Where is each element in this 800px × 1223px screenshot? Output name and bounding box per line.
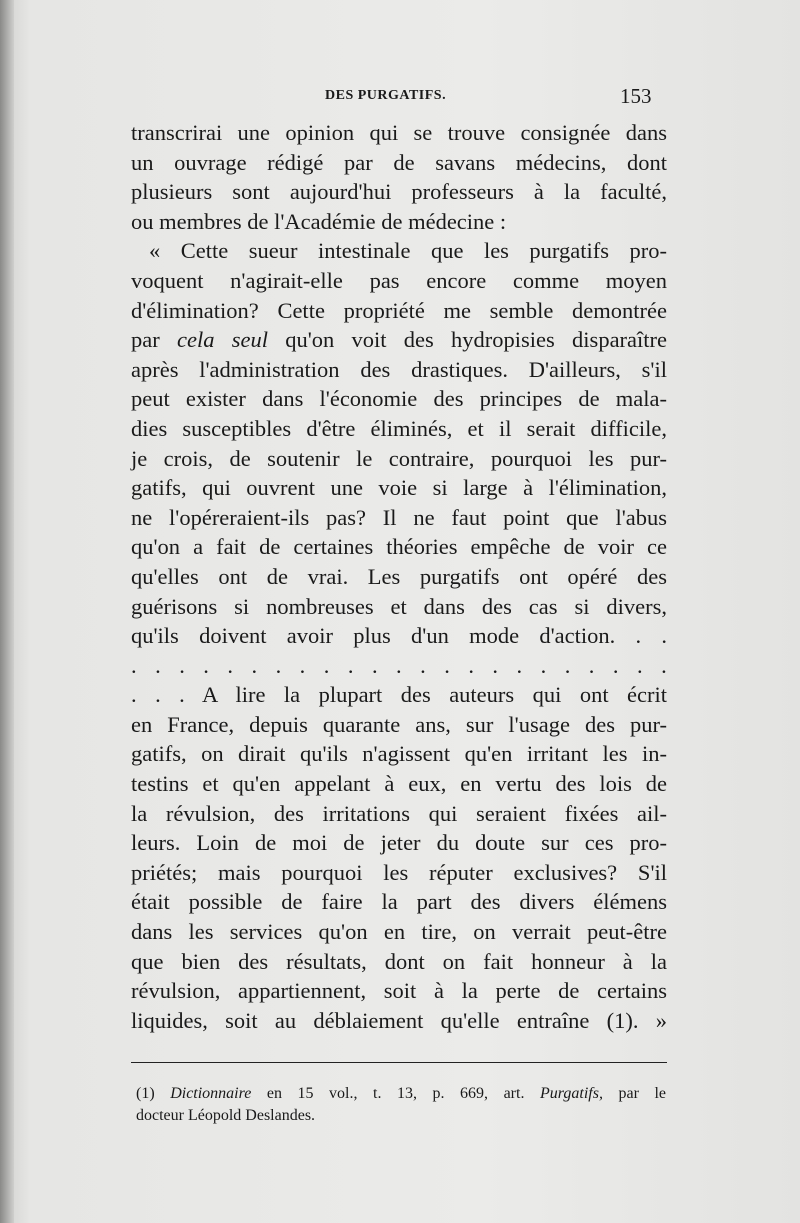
text-line: dans les services qu'on en tire, on verrait peut-être (131, 919, 667, 945)
text-line: dies susceptibles d'être éliminés, et il serait difficile, (131, 415, 667, 441)
text-line: un ouvrage rédigé par de savans médecins, dont (131, 149, 667, 175)
text-line: que bien des résultats, dont on fait honneur à la (131, 948, 667, 974)
running-head: DES PURGATIFS. (325, 88, 447, 103)
text-line: qu'elles ont de vrai. Les purgatifs ont opéré des (131, 563, 667, 589)
text-line: leurs. Loin de moi de jeter du doute sur ces pro- (131, 830, 667, 856)
footnote-rule (131, 1062, 667, 1063)
text-line: ne l'opéreraient-ils pas? Il ne faut point que l'abus (131, 504, 667, 530)
text-line: gatifs, qui ouvrent une voie si large à l'élimination, (131, 475, 667, 501)
text-line: d'élimination? Cette propriété me semble demontrée (131, 297, 667, 323)
text-line: priétés; mais pourquoi les réputer exclusives? S'il (131, 859, 667, 885)
text-line: révulsion, appartiennent, soit à la perte de certains (131, 978, 667, 1004)
text-line: en France, depuis quarante ans, sur l'usage des pur- (131, 711, 667, 737)
ellipsis-line: . . . . . . . . . . . . . . . . . . . . . . . (131, 652, 667, 678)
page-number: 153 (620, 84, 652, 108)
text-line: . . . A lire la plupart des auteurs qui ont écrit (131, 682, 667, 708)
book-spine-shadow (0, 0, 14, 1223)
text-line: après l'administration des drastiques. D'ailleurs, s'il (131, 356, 667, 382)
text-line: qu'ils doivent avoir plus d'un mode d'action. . . (131, 623, 667, 649)
text-line: je crois, de soutenir le contraire, pourquoi les pur- (131, 445, 667, 471)
text-line: « Cette sueur intestinale que les purgatifs pro- (149, 238, 667, 264)
text-line: peut exister dans l'économie des principes de mala- (131, 386, 667, 412)
text-line: gatifs, on dirait qu'ils n'agissent qu'en irritant les in- (131, 741, 667, 767)
page-header (0, 84, 800, 112)
text-line: transcrirai une opinion qui se trouve consignée dans (131, 120, 667, 145)
text-line: qu'on a fait de certaines théories empêche de voir ce (131, 534, 667, 560)
text-line: la révulsion, des irritations qui seraient fixées ail- (131, 800, 667, 826)
body-text (131, 118, 667, 1035)
text-line: ou membres de l'Académie de médecine : (131, 208, 507, 234)
text-line: liquides, soit au déblaiement qu'elle entraîne (1). » (131, 1007, 667, 1033)
footnote (136, 1083, 666, 1127)
text-line: testins et qu'en appelant à eux, en vertu des lois de (131, 771, 667, 797)
footnote-line (136, 1083, 666, 1105)
text-line-content: par cela seul qu'on voit des hydropisies disparaître (131, 327, 668, 353)
text-line: plusieurs sont aujourd'hui professeurs à la faculté, (131, 179, 667, 205)
footnote-line-content: (1) Dictionnaire en 15 vol., t. 13, p. 669, art. Purgatifs, par le (136, 1085, 666, 1102)
text-line-with-italic (131, 325, 667, 355)
footnote-line: docteur Léopold Deslandes. (136, 1107, 316, 1124)
text-line: voquent n'agirait-elle pas encore comme moyen (131, 267, 667, 293)
text-line: guérisons si nombreuses et dans des cas si divers, (131, 593, 667, 619)
text-line: était possible de faire la part des divers élémens (131, 889, 667, 915)
